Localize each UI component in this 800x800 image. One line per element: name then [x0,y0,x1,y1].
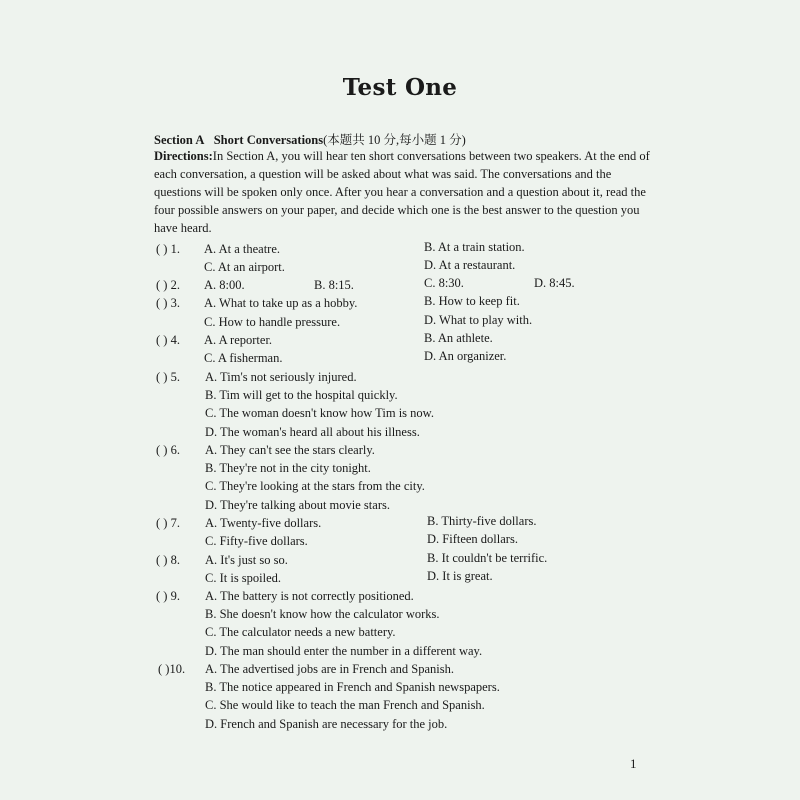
option-a: A. Tim's not seriously injured. [205,370,357,384]
option-a: A. The advertised jobs are in French and Spanish. [205,662,455,676]
option-a: A. They can't see the stars clearly. [205,443,375,457]
option-a: A. Twenty-five dollars. [205,516,322,530]
option-c: C. The woman doesn't know how Tim is now. [205,406,435,420]
option-b: B. 8:15. [314,278,354,292]
option-d: D. The man should enter the number in a different way. [205,644,483,658]
option-d: D. An organizer. [424,349,507,363]
section-heading [154,130,466,148]
directions-line: four possible answers on your paper, and decide which one is the best answer to the question you [154,203,640,217]
question-number: ( )10. [158,662,186,676]
option-b: B. An athlete. [424,331,493,345]
option-c: C. 8:30. [424,276,464,290]
option-c: C. Fifty-five dollars. [205,534,308,548]
option-d: D. The woman's heard all about his illness. [205,425,420,439]
question-number: ( ) 1. [156,242,180,256]
option-a: A. It's just so so. [205,553,288,567]
page-number: 1 [630,756,637,771]
option-c: C. At an airport. [204,260,285,274]
directions-label: Directions: [154,149,213,163]
option-c: C. How to handle pressure. [204,315,341,329]
option-c: C. The calculator needs a new battery. [205,625,396,639]
option-d: D. It is great. [427,569,493,583]
directions-line: have heard. [154,221,212,235]
option-b: B. It couldn't be terrific. [427,551,548,565]
option-a: A. At a theatre. [204,242,281,256]
option-a: A. A reporter. [204,333,273,347]
option-a: A. 8:00. [204,278,245,292]
question-number: ( ) 3. [156,296,180,310]
option-b: B. The notice appeared in French and Spanish newspapers. [205,680,500,694]
section-note: (本题共 10 分,每小题 1 分) [323,133,466,147]
option-b: B. At a train station. [424,240,525,254]
question-number: ( ) 2. [156,278,180,292]
option-d: D. Fifteen dollars. [427,532,518,546]
option-a: A. The battery is not correctly positioned. [205,589,414,603]
section-name: Short Conversations [213,133,324,147]
directions-line: questions will be spoken only once. After you hear a conversation and a question about it, read the [154,185,646,199]
question-number: ( ) 7. [156,516,180,530]
question-number: ( ) 8. [156,553,180,567]
option-b: B. They're not in the city tonight. [205,461,371,475]
option-d: D. 8:45. [534,276,575,290]
option-b: B. She doesn't know how the calculator works. [205,607,440,621]
option-d: D. What to play with. [424,313,533,327]
page-title: Test One [342,74,458,101]
option-d: D. They're talking about movie stars. [205,498,390,512]
directions-line: each conversation, a question will be asked about what was said. The conversations and the [154,167,612,181]
option-c: C. They're looking at the stars from the city. [205,479,425,493]
option-d: D. French and Spanish are necessary for the job. [205,717,448,731]
directions-line: Directions:In Section A, you will hear ten short conversations between two speakers. At the end of [154,149,650,163]
section-label: Section A [154,133,205,147]
question-number: ( ) 5. [156,370,180,384]
option-c: C. A fisherman. [204,351,283,365]
option-b: B. Tim will get to the hospital quickly. [205,388,398,402]
option-a: A. What to take up as a hobby. [204,296,358,310]
question-number: ( ) 9. [156,589,180,603]
option-d: D. At a restaurant. [424,258,516,272]
question-number: ( ) 4. [156,333,180,347]
option-c: C. It is spoiled. [205,571,282,585]
option-b: B. How to keep fit. [424,294,520,308]
option-c: C. She would like to teach the man French and Spanish. [205,698,485,712]
option-b: B. Thirty-five dollars. [427,514,537,528]
question-number: ( ) 6. [156,443,180,457]
